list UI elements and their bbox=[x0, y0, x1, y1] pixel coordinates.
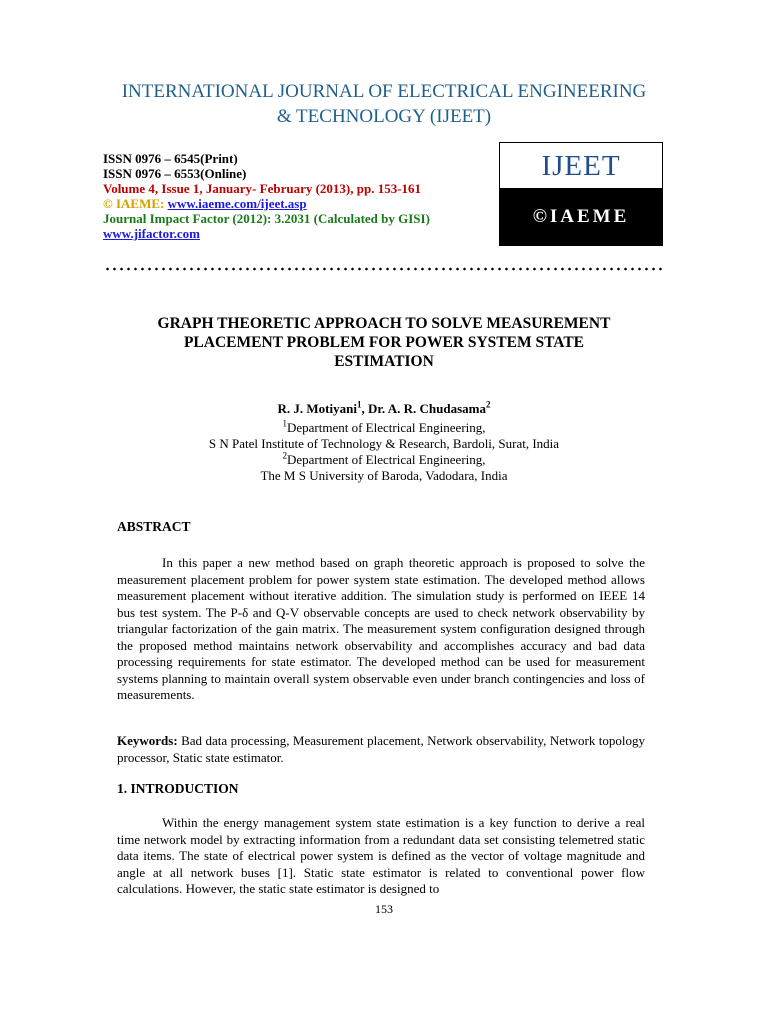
affiliations bbox=[100, 420, 668, 484]
volume-info: Volume 4, Issue 1, January- February (2013), pp. 153-161 bbox=[103, 181, 422, 196]
journal-title-line1: INTERNATIONAL JOURNAL OF ELECTRICAL ENGINEERING bbox=[121, 81, 647, 102]
affil-2-sup: 2 bbox=[282, 450, 287, 461]
author-1-sup: 1 bbox=[356, 399, 362, 410]
keywords-text: Bad data processing, Measurement placement, Network observability, Network topology processor, Static state estimator. bbox=[117, 733, 645, 765]
paper-title bbox=[100, 314, 668, 371]
journal-title bbox=[60, 79, 708, 129]
journal-title-line2: & TECHNOLOGY (IJEET) bbox=[276, 106, 492, 127]
page-number: 153 bbox=[375, 902, 393, 916]
jifactor-link[interactable]: www.jifactor.com bbox=[103, 226, 200, 241]
logo-iaeme-text: ©IAEME bbox=[500, 188, 662, 245]
paper-title-line1: GRAPH THEORETIC APPROACH TO SOLVE MEASUREMENT bbox=[157, 315, 611, 332]
paper-title-line3: ESTIMATION bbox=[334, 353, 434, 370]
affil-2-inst: The M S University of Baroda, Vadodara, India bbox=[260, 468, 508, 483]
issn-block bbox=[103, 151, 503, 241]
abstract-heading: ABSTRACT bbox=[117, 519, 191, 534]
keywords bbox=[117, 733, 645, 766]
author-2: , Dr. A. R. Chudasama bbox=[361, 401, 486, 416]
journal-logo bbox=[499, 142, 663, 246]
affil-1-dept bbox=[100, 420, 668, 436]
author-2-sup: 2 bbox=[485, 399, 491, 410]
affil-1-inst: S N Patel Institute of Technology & Research, Bardoli, Surat, India bbox=[208, 436, 560, 451]
affil-2-dept bbox=[100, 452, 668, 468]
impact-factor: Journal Impact Factor (2012): 3.2031 (Calculated by GISI) bbox=[103, 211, 430, 226]
affil-1-sup: 1 bbox=[282, 418, 287, 429]
dotted-divider bbox=[104, 266, 664, 272]
issn-print: ISSN 0976 – 6545(Print) bbox=[103, 151, 238, 166]
abstract-text: In this paper a new method based on graph theoretic approach is proposed to solve the measurement placement problem for power system state estimation. The developed method allows measurement placement without iterative addition. The simulation study is performed on IEEE 14 bus test system. The P-δ and Q-V observable concepts are used to check network observability by triangular factorization of the gain matrix. The measurement system configuration designed through the proposed method maintains network observability and accomplishes accuracy and bad data processing requirements for state estimator. The developed method can be used for measurement systems planning to maintain overall system observable even under branch contingencies and loss of measurements. bbox=[117, 555, 645, 702]
authors bbox=[100, 401, 668, 417]
introduction-text: Within the energy management system state estimation is a key function to derive a real time network model by extracting information from a redundant data set consisting telemetred static data items. The state of electrical power system is defined as the vector of voltage magnitude and angle at all network buses [1]. Static state estimator is related to conventional power flow calculations. However, the static state estimator is designed to bbox=[117, 815, 645, 896]
author-1: R. J. Motiyani bbox=[277, 401, 357, 416]
logo-ijeet-text: IJEET bbox=[541, 149, 621, 182]
iaeme-line bbox=[103, 196, 503, 211]
iaeme-link[interactable]: www.iaeme.com/ijeet.asp bbox=[167, 196, 307, 211]
paper-title-line2: PLACEMENT PROBLEM FOR POWER SYSTEM STATE bbox=[183, 334, 585, 351]
introduction-heading: 1. INTRODUCTION bbox=[117, 781, 239, 796]
keywords-label: Keywords: bbox=[117, 733, 178, 748]
issn-online: ISSN 0976 – 6553(Online) bbox=[103, 166, 247, 181]
affil-2-dept-text: Department of Electrical Engineering, bbox=[286, 452, 486, 467]
iaeme-prefix: © IAEME: bbox=[103, 196, 168, 211]
affil-1-dept-text: Department of Electrical Engineering, bbox=[286, 420, 486, 435]
